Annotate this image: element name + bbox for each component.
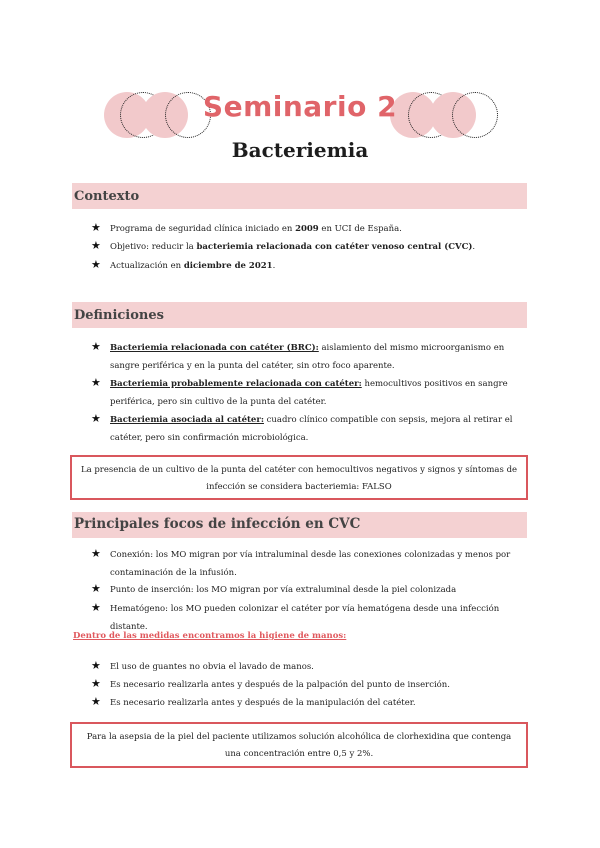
callout-box [70,722,528,768]
star-icon: ★ [91,376,101,389]
callout-box [70,455,528,500]
list-item: ★ Conexión: los MO migran por vía intraluminal desde las conexiones colonizadas y menos por contaminación de la infusión. [91,547,511,578]
star-icon: ★ [91,239,101,252]
star-icon: ★ [91,340,101,353]
callout-text: La presencia de un cultivo de la punta del catéter con hemocultivos negativos y signos y síntomas de infección se considera bacteriemia: FALSO [80,465,518,492]
section-header-contexto [72,183,527,209]
star-icon: ★ [91,695,101,708]
star-icon: ★ [91,412,101,425]
section-title-definiciones: Definiciones [74,308,164,323]
list-item: ★ Hematógeno: los MO pueden colonizar el catéter por vía hematógena desde una infección distante. [91,601,500,632]
list-item: ★ Actualización en diciembre de 2021. [91,258,276,271]
definition-item: ★ Bacteriemia relacionada con catéter (BRC): aislamiento del mismo microorganismo en sangre periférica y en la punta del catéter, sin otro foco aparente. [91,340,505,371]
star-icon: ★ [91,677,101,690]
list-item: ★ Programa de seguridad clínica iniciado en 2009 en UCI de España. [91,221,402,234]
definition-item: ★ Bacteriemia probablemente relacionada con catéter: hemocultivos positivos en sangre periférica, pero sin cultivo de la punta del catéter. [91,376,508,407]
star-icon: ★ [91,258,101,271]
list-item: ★ Punto de inserción: los MO migran por vía extraluminal desde la piel colonizada [91,582,457,595]
callout-text: Para la asepsia de la piel del paciente utilizamos solución alcohólica de clorhexidina que contenga una concentración entre 0,5 y 2%. [86,732,512,759]
list-item: ★ Es necesario realizarla antes y después de la palpación del punto de inserción. [91,677,450,690]
star-icon: ★ [91,221,101,234]
page-subtitle: Bacteriemia [231,138,369,162]
star-icon: ★ [91,582,101,595]
list-item: ★ Es necesario realizarla antes y después de la manipulación del catéter. [91,695,416,708]
list-item: ★ Objetivo: reducir la bacteriemia relacionada con catéter venoso central (CVC). [91,239,476,252]
section-title-focos: Principales focos de infección en CVC [74,516,361,532]
star-icon: ★ [91,659,101,672]
page-title: Seminario 2 [202,90,398,123]
star-icon: ★ [91,547,101,560]
star-icon: ★ [91,601,101,614]
list-item: ★ El uso de guantes no obvia el lavado de manos. [91,659,314,672]
section-title-contexto: Contexto [74,189,140,204]
definition-item: ★ Bacteriemia asociada al catéter: cuadro clínico compatible con sepsis, mejora al retirar el catéter, pero sin confirmación microbiológica. [91,412,513,443]
section-note: Dentro de las medidas encontramos la higiene de manos: [73,631,347,641]
